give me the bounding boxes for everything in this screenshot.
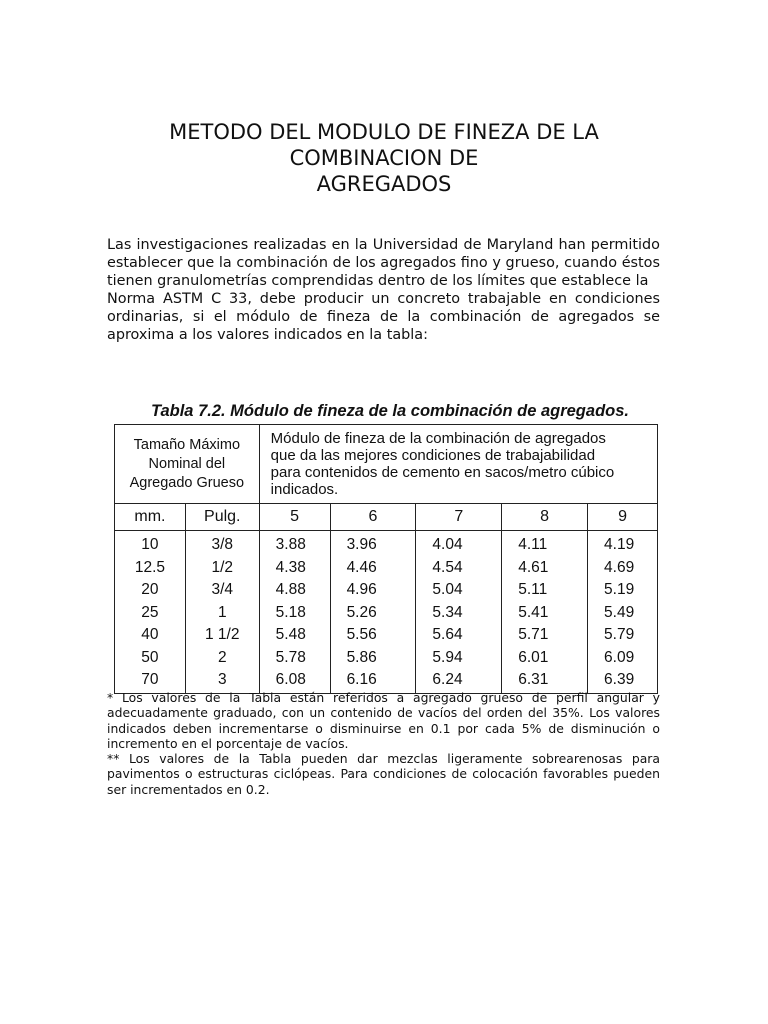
column-header: 5: [259, 504, 330, 531]
table-cell: 5.56: [330, 624, 416, 647]
table-cell: 5.78: [259, 647, 330, 670]
table-cell: 4.54: [416, 557, 502, 580]
subheader-row: [115, 504, 658, 531]
table-cell: 4.96: [330, 579, 416, 602]
table-cell: 20: [115, 579, 186, 602]
table-cell: 5.18: [259, 602, 330, 625]
document-title: [0, 119, 768, 197]
table-cell: 5.19: [588, 579, 658, 602]
intro-paragraph: Norma ASTM C 33, debe producir un concreto trabajable en condiciones ordinarias, si el módulo de fineza de la combinación de agregados se aproxima a los valores indicados en la tabla:: [107, 291, 660, 343]
table-cell: 6.09: [588, 647, 658, 670]
table-cell: 3.88: [259, 531, 330, 557]
column-header: 9: [588, 504, 658, 531]
table-cell: 5.41: [502, 602, 588, 625]
table-row: [115, 557, 658, 580]
table-cell: 6.01: [502, 647, 588, 670]
table-cell: 3/4: [185, 579, 259, 602]
fineness-modulus-table: [114, 424, 658, 694]
table-cell: 4.69: [588, 557, 658, 580]
table-cell: 5.86: [330, 647, 416, 670]
table-cell: 6.16: [330, 669, 416, 693]
table-cell: 3.96: [330, 531, 416, 557]
table-row: [115, 624, 658, 647]
table-cell: 6.39: [588, 669, 658, 693]
table-cell: 5.94: [416, 647, 502, 670]
table-cell: 4.88: [259, 579, 330, 602]
column-header: 6: [330, 504, 416, 531]
table-cell: 4.38: [259, 557, 330, 580]
table-cell: 3/8: [185, 531, 259, 557]
table-cell: 5.71: [502, 624, 588, 647]
table-cell: 5.48: [259, 624, 330, 647]
table-cell: 6.08: [259, 669, 330, 693]
table-cell: 1: [185, 602, 259, 625]
title-line: COMBINACION DE: [289, 146, 479, 170]
column-header: mm.: [115, 504, 186, 531]
table-row: [115, 531, 658, 557]
table-cell: 5.49: [588, 602, 658, 625]
table-cell: 50: [115, 647, 186, 670]
header-max-size: Tamaño Máximo Nominal del Agregado Grueso: [115, 425, 260, 504]
table-cell: 12.5: [115, 557, 186, 580]
table-cell: 6.24: [416, 669, 502, 693]
table-row: [115, 647, 658, 670]
table-cell: 4.61: [502, 557, 588, 580]
table-caption: Tabla 7.2. Módulo de fineza de la combinación de agregados.: [151, 402, 629, 420]
table-cell: 10: [115, 531, 186, 557]
table-cell: 5.04: [416, 579, 502, 602]
intro-text: [107, 236, 660, 344]
table-cell: 5.34: [416, 602, 502, 625]
table-cell: 70: [115, 669, 186, 693]
table-cell: 5.64: [416, 624, 502, 647]
column-header: Pulg.: [185, 504, 259, 531]
table-cell: 5.79: [588, 624, 658, 647]
table-cell: 25: [115, 602, 186, 625]
table-row: [115, 602, 658, 625]
column-header: 8: [502, 504, 588, 531]
table-cell: 5.26: [330, 602, 416, 625]
table-cell: 3: [185, 669, 259, 693]
table-cell: 4.19: [588, 531, 658, 557]
title-line: METODO DEL MODULO DE FINEZA DE LA: [169, 120, 599, 144]
table-notes: [107, 690, 660, 797]
table-cell: 4.11: [502, 531, 588, 557]
table-cell: 2: [185, 647, 259, 670]
table-row: [115, 579, 658, 602]
table-cell: 1/2: [185, 557, 259, 580]
table-cell: 4.04: [416, 531, 502, 557]
table-cell: 4.46: [330, 557, 416, 580]
table-cell: 5.11: [502, 579, 588, 602]
column-header: 7: [416, 504, 502, 531]
intro-paragraph: Las investigaciones realizadas en la Universidad de Maryland han permitido establecer que la combinación de los agregados fino y grueso, cuando éstos tienen granulometrías comprendidas dentro de los límites que establece la: [107, 237, 660, 289]
title-line: AGREGADOS: [316, 172, 452, 196]
table-cell: 1 1/2: [185, 624, 259, 647]
header-fineness-modulus: Módulo de fineza de la combinación de agregados que da las mejores condiciones de trabajabilidad para contenidos de cemento en sacos/metro cúbico indicados.: [259, 425, 657, 504]
table-cell: 40: [115, 624, 186, 647]
footnote: * Los valores de la Tabla están referidos a agregado grueso de perfil angular y adecuadamente graduado, con un contenido de vacíos del orden del 35%. Los valores indicados deben incrementarse o disminuirse en 0.1 por cada 5% de disminución o incremento en el porcentaje de vacíos.: [107, 690, 660, 751]
footnote: ** Los valores de la Tabla pueden dar mezclas ligeramente sobrearenosas para pavimentos o estructuras ciclópeas. Para condiciones de colocación favorables pueden ser incrementados en 0.2.: [107, 751, 660, 797]
table-cell: 6.31: [502, 669, 588, 693]
